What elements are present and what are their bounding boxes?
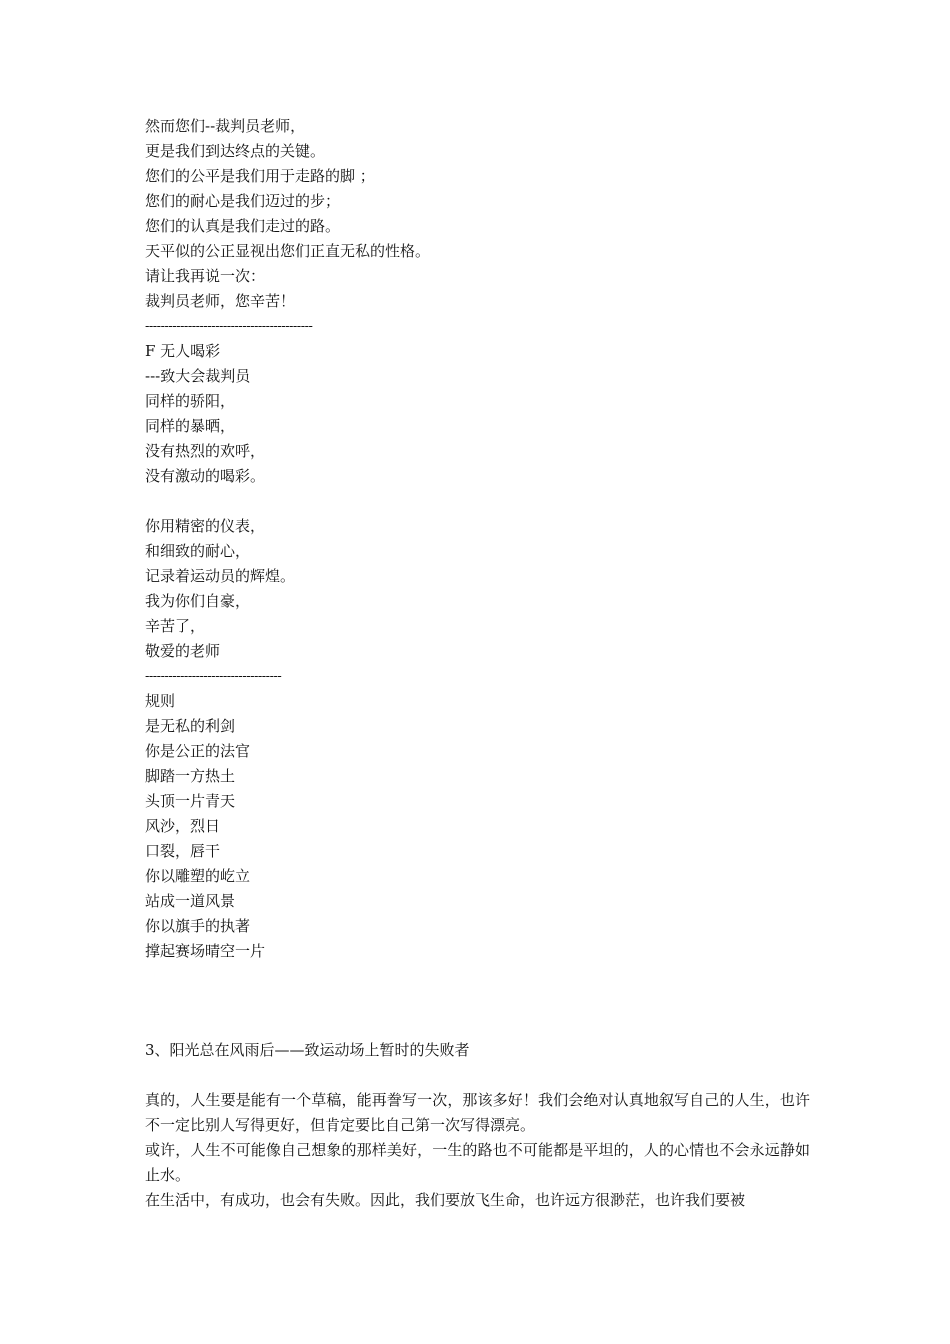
stanza-break bbox=[145, 489, 810, 514]
poem-line: 您们的公平是我们用于走路的脚 ； bbox=[145, 167, 375, 185]
poem-line: 风沙，烈日 bbox=[145, 817, 221, 835]
essay-paragraph: 真的，人生要是能有一个草稿，能再誊写一次，那该多好！我们会绝对认真地叙写自己的人生，也许不一定比别人写得更好，但肯定要比自己第一次写得漂亮。 bbox=[145, 1091, 810, 1134]
poem-line: 你以旗手的执著 bbox=[145, 917, 251, 935]
poem-referees-thanks bbox=[145, 114, 810, 339]
poem-line: 裁判员老师，您辛苦！ bbox=[145, 292, 296, 310]
section-divider: ------------------------------------------- bbox=[145, 319, 313, 334]
poem-line: 辛苦了， bbox=[145, 617, 206, 635]
poem-line: 然而您们--裁判员老师， bbox=[145, 117, 306, 135]
section-gap bbox=[145, 964, 810, 1038]
poem-line: 你用精密的仪表， bbox=[145, 517, 266, 535]
poem-line: 敬爱的老师 bbox=[145, 642, 221, 660]
document-page bbox=[145, 114, 810, 1213]
poem-line: 你以雕塑的屹立 bbox=[145, 867, 251, 885]
poem-no-cheers bbox=[145, 339, 810, 689]
poem-line: 没有热烈的欢呼， bbox=[145, 442, 266, 460]
essay-paragraph: 或许，人生不可能像自己想象的那样美好，一生的路也不可能都是平坦的，人的心情也不会永远静如止水。 bbox=[145, 1141, 810, 1184]
poem-line: 你是公正的法官 bbox=[145, 742, 251, 760]
poem-line: 头顶一片青天 bbox=[145, 792, 236, 810]
poem-line: 天平似的公正显视出您们正直无私的性格。 bbox=[145, 242, 431, 260]
poem-line: 口裂，唇干 bbox=[145, 842, 221, 860]
essay-section bbox=[145, 1038, 810, 1213]
poem-line: 同样的骄阳， bbox=[145, 392, 236, 410]
section-divider: ----------------------------------- bbox=[145, 669, 282, 684]
poem-subtitle: ---致大会裁判员 bbox=[145, 367, 251, 385]
poem-line: 请让我再说一次： bbox=[145, 267, 266, 285]
poem-line: 您们的认真是我们走过的路。 bbox=[145, 217, 341, 235]
essay-paragraph: 在生活中，有成功，也会有失败。因此，我们要放飞生命，也许远方很渺茫，也许我们要被 bbox=[145, 1191, 746, 1209]
poem-line: 您们的耐心是我们迈过的步； bbox=[145, 192, 341, 210]
poem-line: 规则 bbox=[145, 692, 176, 710]
poem-line: 没有激动的喝彩。 bbox=[145, 467, 266, 485]
essay-heading: 3、阳光总在风雨后——致运动场上暂时的失败者 bbox=[145, 1041, 470, 1059]
paragraph-gap bbox=[145, 1063, 810, 1088]
poem-line: 撑起赛场晴空一片 bbox=[145, 942, 266, 960]
poem-line: 记录着运动员的辉煌。 bbox=[145, 567, 296, 585]
poem-line: 是无私的利剑 bbox=[145, 717, 236, 735]
poem-line: 脚踏一方热土 bbox=[145, 767, 236, 785]
poem-rules bbox=[145, 689, 810, 964]
poem-line: 同样的暴晒， bbox=[145, 417, 236, 435]
poem-line: 我为你们自豪， bbox=[145, 592, 251, 610]
poem-line: 站成一道风景 bbox=[145, 892, 236, 910]
poem-line: 和细致的耐心， bbox=[145, 542, 251, 560]
poem-line: 更是我们到达终点的关键。 bbox=[145, 142, 326, 160]
poem-title: F 无人喝彩 bbox=[145, 342, 221, 360]
